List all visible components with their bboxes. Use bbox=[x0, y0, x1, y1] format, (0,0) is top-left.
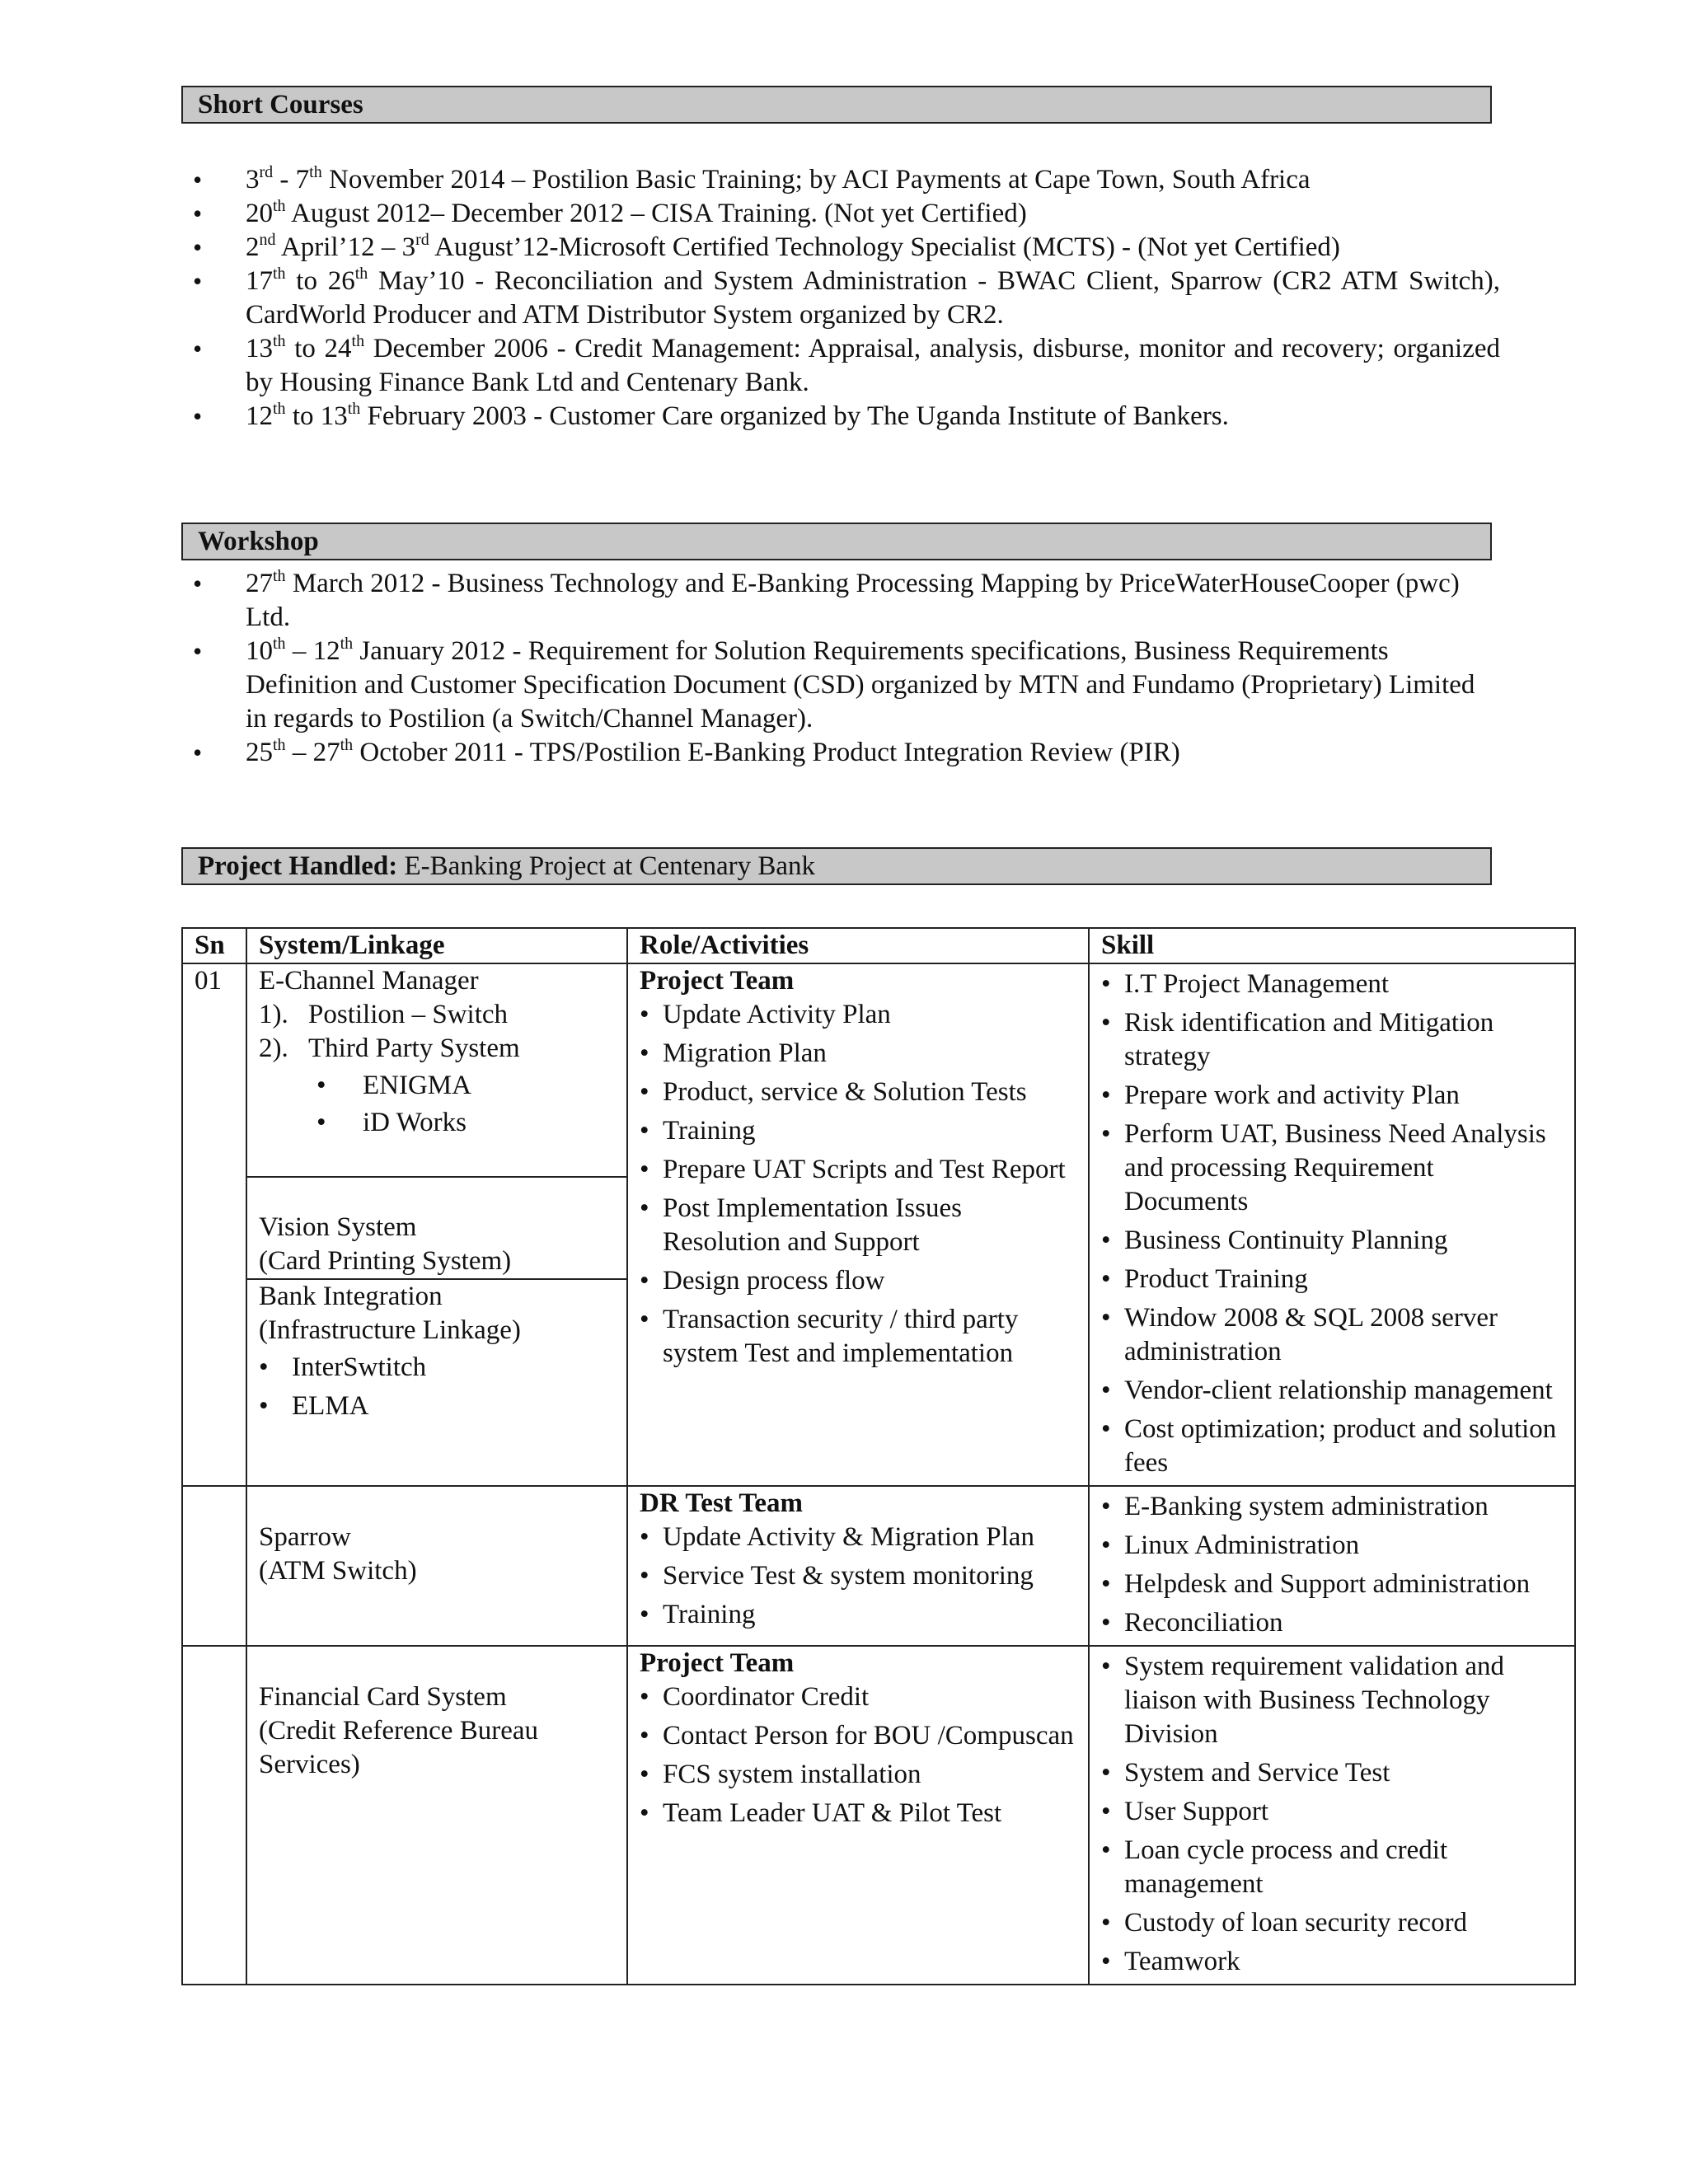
list-item: • Training bbox=[640, 1114, 1076, 1148]
list-item: • Reconciliation bbox=[1101, 1606, 1563, 1640]
list-item: • Perform UAT, Business Need Analysis and processing Requirement Documents bbox=[1101, 1118, 1563, 1219]
list-item: • Vendor-client relationship management bbox=[1101, 1374, 1563, 1408]
list-item: • System and Service Test bbox=[1101, 1756, 1563, 1790]
short-courses-heading: Short Courses bbox=[181, 86, 1492, 124]
list-item: • Loan cycle process and credit management bbox=[1101, 1834, 1563, 1901]
workshop-list bbox=[181, 567, 1500, 770]
list-item: • Window 2008 & SQL 2008 server administration bbox=[1101, 1301, 1563, 1369]
skill-list bbox=[1101, 1487, 1563, 1640]
third-party-list bbox=[259, 1069, 615, 1140]
list-item: • Training bbox=[640, 1598, 1076, 1632]
vision-system-desc: (Card Printing System) bbox=[259, 1246, 512, 1276]
skill-list bbox=[1101, 964, 1563, 1480]
col-sn: Sn bbox=[182, 928, 246, 963]
list-item: • Custody of loan security record bbox=[1101, 1906, 1563, 1940]
system-title: E-Channel Manager bbox=[259, 966, 479, 996]
bank-integration-list bbox=[259, 1351, 615, 1423]
list-item: 2). Third Party System bbox=[259, 1033, 520, 1063]
list-item: • E-Banking system administration bbox=[1101, 1490, 1563, 1524]
list-item: • Design process flow bbox=[640, 1264, 1076, 1298]
list-item: • Contact Person for BOU /Compuscan bbox=[640, 1719, 1076, 1753]
system-name: Financial Card System bbox=[259, 1682, 507, 1712]
sn-cell bbox=[182, 1486, 246, 1646]
list-item: • ENIGMA bbox=[316, 1069, 615, 1103]
role-cell bbox=[627, 1486, 1089, 1646]
list-item: • Service Test & system monitoring bbox=[640, 1559, 1076, 1593]
list-item: • User Support bbox=[1101, 1795, 1563, 1829]
project-heading: Project Handled: E-Banking Project at Centenary Bank bbox=[181, 847, 1492, 885]
col-system: System/Linkage bbox=[246, 928, 627, 963]
short-courses-list bbox=[181, 163, 1500, 434]
list-item: • Migration Plan bbox=[640, 1037, 1076, 1071]
table-header-row bbox=[182, 928, 1575, 963]
list-item: • Business Continuity Planning bbox=[1101, 1224, 1563, 1258]
list-item: • ELMA bbox=[259, 1390, 615, 1423]
role-list bbox=[640, 1521, 1076, 1632]
list-item: • 10th – 12th January 2012 - Requirement for Solution Requirements specifications, Business Requirements Definition and Customer Specification Document (CSD) organized by MTN and Fundamo (Proprietary) Limited in regards to Postilion (a Switch/Channel Manager). bbox=[181, 635, 1500, 736]
list-item: • Transaction security / third party system Test and implementation bbox=[640, 1303, 1076, 1371]
system-desc: (ATM Switch) bbox=[259, 1556, 417, 1586]
col-role: Role/Activities bbox=[627, 928, 1089, 963]
list-item: • Cost optimization; product and solution fees bbox=[1101, 1413, 1563, 1480]
skill-cell bbox=[1089, 1646, 1575, 1985]
system-cell bbox=[246, 1486, 627, 1646]
list-item: • System requirement validation and liaison with Business Technology Division bbox=[1101, 1650, 1563, 1751]
list-item: • 2nd April’12 – 3rd August’12-Microsoft Certified Technology Specialist (MCTS) - (Not yet Certified) bbox=[181, 231, 1500, 265]
sn-cell bbox=[182, 1646, 246, 1985]
list-item: • Helpdesk and Support administration bbox=[1101, 1568, 1563, 1601]
role-cell bbox=[627, 1646, 1089, 1985]
list-item: • Product Training bbox=[1101, 1263, 1563, 1296]
list-item: • Team Leader UAT & Pilot Test bbox=[640, 1797, 1076, 1830]
list-item: • 13th to 24th December 2006 - Credit Management: Appraisal, analysis, disburse, monitor and recovery; organized by Housing Finance Bank Ltd and Centenary Bank. bbox=[181, 332, 1500, 400]
system-cell bbox=[246, 1646, 627, 1985]
system-desc: Services) bbox=[259, 1750, 360, 1779]
table-row bbox=[182, 1486, 1575, 1646]
system-desc: (Credit Reference Bureau bbox=[259, 1716, 538, 1746]
list-item: • 20th August 2012– December 2012 – CISA Training. (Not yet Certified) bbox=[181, 197, 1500, 231]
skill-list bbox=[1101, 1647, 1563, 1979]
list-item: • 3rd - 7th November 2014 – Postilion Basic Training; by ACI Payments at Cape Town, South Africa bbox=[181, 163, 1500, 197]
list-item: • InterSwtitch bbox=[259, 1351, 615, 1385]
list-item: • iD Works bbox=[316, 1106, 615, 1140]
table-row bbox=[182, 963, 1575, 1486]
skill-cell bbox=[1089, 1486, 1575, 1646]
sn-cell: 01 bbox=[182, 963, 246, 1486]
system-numbered-list bbox=[259, 998, 615, 1066]
list-item: • Update Activity Plan bbox=[640, 998, 1076, 1032]
team-title: Project Team bbox=[640, 1648, 795, 1678]
list-item: • Prepare work and activity Plan bbox=[1101, 1079, 1563, 1113]
bank-integration-desc: (Infrastructure Linkage) bbox=[259, 1315, 521, 1345]
team-title: DR Test Team bbox=[640, 1488, 804, 1518]
project-table bbox=[181, 927, 1576, 1985]
list-item: • 17th to 26th May’10 - Reconciliation and System Administration - BWAC Client, Sparrow (CR2 ATM Switch), CardWorld Producer and ATM Distributor System organized by CR2. bbox=[181, 265, 1500, 332]
role-cell bbox=[627, 963, 1089, 1486]
skill-cell bbox=[1089, 963, 1575, 1486]
list-item: • Product, service & Solution Tests bbox=[640, 1076, 1076, 1109]
list-item: • 27th March 2012 - Business Technology and E-Banking Processing Mapping by PriceWaterHouseCooper (pwc) Ltd. bbox=[181, 567, 1500, 635]
list-item: • Risk identification and Mitigation strategy bbox=[1101, 1006, 1563, 1074]
role-list bbox=[640, 1680, 1076, 1830]
list-item: • Prepare UAT Scripts and Test Report bbox=[640, 1153, 1076, 1187]
vision-system: Vision System bbox=[259, 1212, 417, 1242]
list-item: • Update Activity & Migration Plan bbox=[640, 1521, 1076, 1554]
list-item: • Post Implementation Issues Resolution and Support bbox=[640, 1192, 1076, 1259]
list-item: • FCS system installation bbox=[640, 1758, 1076, 1792]
list-item: • 12th to 13th February 2003 - Customer Care organized by The Uganda Institute of Bankers. bbox=[181, 400, 1500, 434]
list-item: • Teamwork bbox=[1101, 1945, 1563, 1979]
role-list bbox=[640, 998, 1076, 1371]
list-item: • 25th – 27th October 2011 - TPS/Postilion E-Banking Product Integration Review (PIR) bbox=[181, 736, 1500, 770]
table-row bbox=[182, 1646, 1575, 1985]
list-item: • Linux Administration bbox=[1101, 1529, 1563, 1563]
list-item: 1). Postilion – Switch bbox=[259, 1000, 509, 1029]
team-title: Project Team bbox=[640, 966, 795, 996]
workshop-heading: Workshop bbox=[181, 523, 1492, 560]
list-item: • Coordinator Credit bbox=[640, 1680, 1076, 1714]
col-skill: Skill bbox=[1089, 928, 1575, 963]
list-item: • I.T Project Management bbox=[1101, 968, 1563, 1001]
system-name: Sparrow bbox=[259, 1522, 351, 1552]
system-cell bbox=[246, 963, 627, 1486]
bank-integration: Bank Integration bbox=[259, 1282, 443, 1311]
